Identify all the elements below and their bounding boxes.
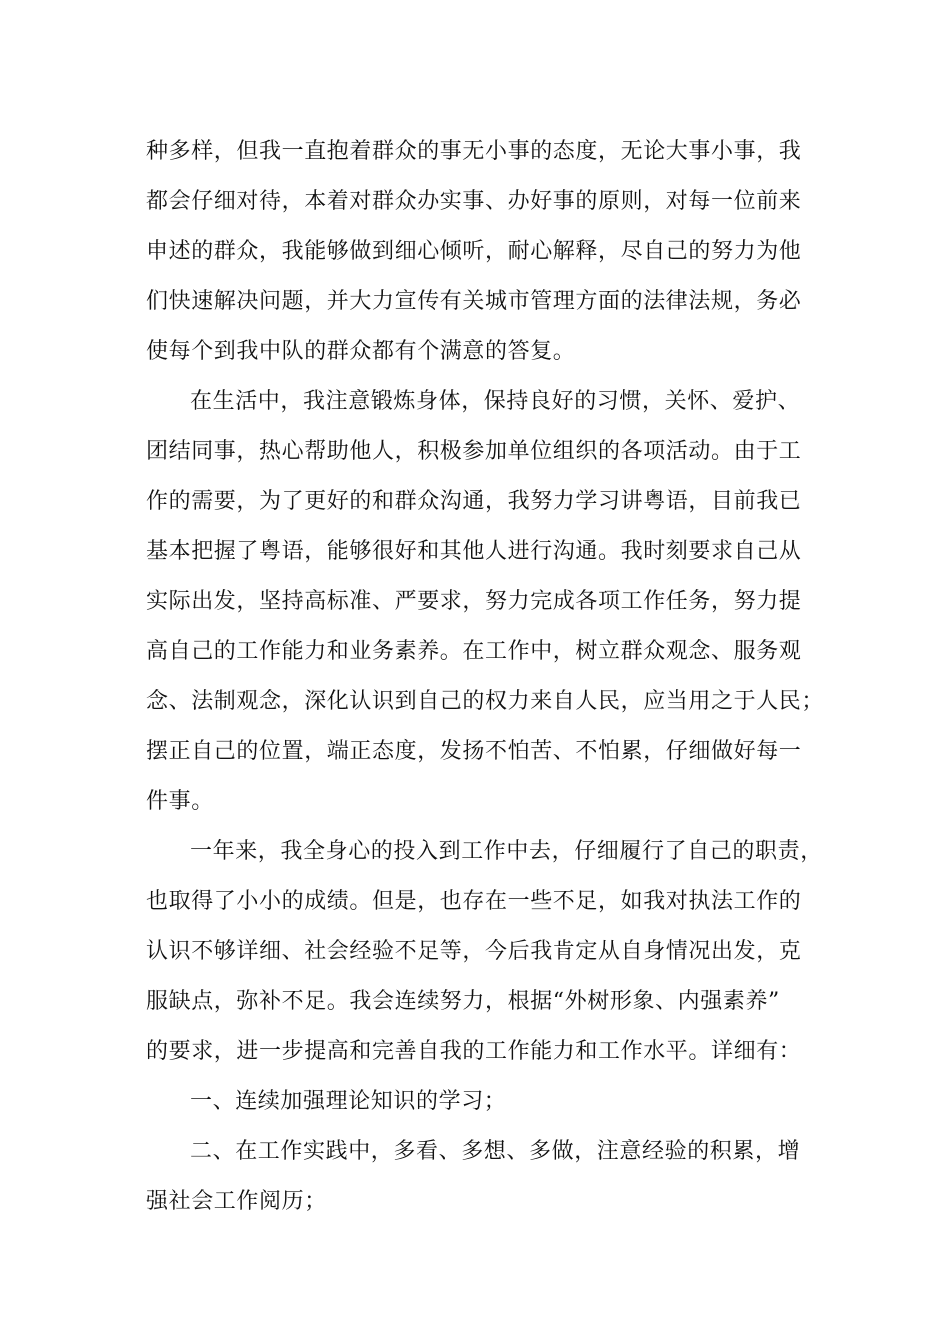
text-line: 强社会工作阅历； — [146, 1189, 327, 1214]
text-line: 摆正自己的位置，端正态度，发扬不怕苦、不怕累，仔细做好每一 — [146, 739, 802, 764]
text-line: 基本把握了粤语，能够很好和其他人进行沟通。我时刻要求自己从 — [146, 539, 802, 564]
text-line: 实际出发，坚持高标准、严要求，努力完成各项工作任务，努力提 — [146, 589, 802, 614]
text-line: 服缺点，弥补不足。我会连续努力，根据“外树形象、内强素养” — [146, 989, 780, 1014]
text-line: 团结同事，热心帮助他人，积极参加单位组织的各项活动。由于工 — [146, 439, 802, 464]
text-line: 认识不够详细、社会经验不足等，今后我肯定从自身情况出发，克 — [146, 939, 802, 964]
text-line: 件事。 — [146, 789, 214, 814]
text-line: 使每个到我中队的群众都有个满意的答复。 — [146, 339, 576, 364]
text-line: 的要求，进一步提高和完善自我的工作能力和工作水平。详细有： — [146, 1039, 802, 1064]
text-line: 种多样，但我一直抱着群众的事无小事的态度，无论大事小事，我 — [146, 139, 802, 164]
list-item-line: 一、连续加强理论知识的学习； — [190, 1089, 507, 1114]
text-line: 也取得了小小的成绩。但是，也存在一些不足，如我对执法工作的 — [146, 889, 802, 914]
paragraph-start-line: 一年来，我全身心的投入到工作中去，仔细履行了自己的职责， — [190, 839, 823, 864]
text-line: 念、法制观念，深化认识到自己的权力来自人民，应当用之于人民； — [146, 689, 825, 714]
list-item-line: 二、在工作实践中，多看、多想、多做，注意经验的积累，增 — [190, 1139, 801, 1164]
text-line: 作的需要，为了更好的和群众沟通，我努力学习讲粤语，目前我已 — [146, 489, 802, 514]
text-line: 申述的群众，我能够做到细心倾听，耐心解释，尽自己的努力为他 — [146, 239, 802, 264]
text-line: 都会仔细对待，本着对群众办实事、办好事的原则，对每一位前来 — [146, 189, 802, 214]
paragraph-start-line: 在生活中，我注意锻炼身体，保持良好的习惯，关怀、爱护、 — [190, 389, 801, 414]
text-line: 们快速解决问题，并大力宣传有关城市管理方面的法律法规，务必 — [146, 289, 802, 314]
text-line: 高自己的工作能力和业务素养。在工作中，树立群众观念、服务观 — [146, 639, 802, 664]
document-body — [146, 127, 825, 1227]
